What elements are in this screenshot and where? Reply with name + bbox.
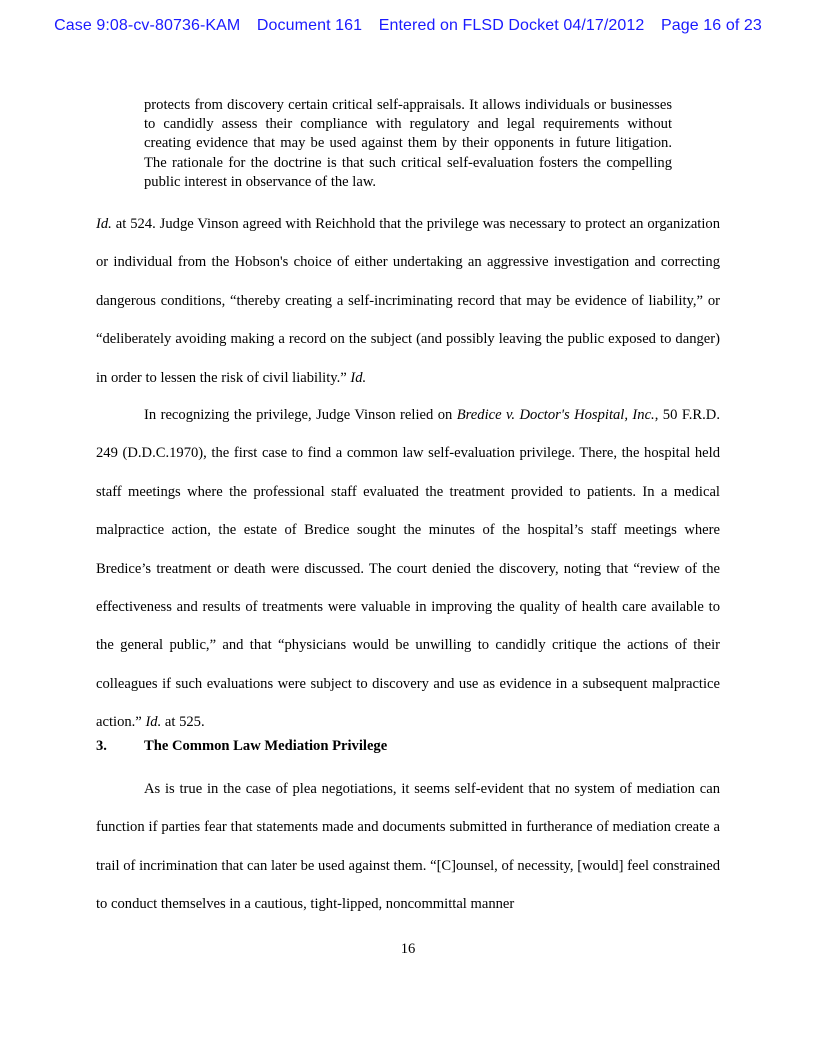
- case-number: Case 9:08-cv-80736-KAM: [54, 17, 241, 34]
- paragraph-1: [96, 205, 720, 397]
- document-number: Document 161: [256, 17, 363, 34]
- paragraph-3: As is true in the case of plea negotiations, it seems self-evident that no system of mediation can function if parties fear that statements made and documents submitted in furtherance of mediation create a trail of incrimination that can later be used against them. “[C]ounsel, of necessity, [would] feel constrained to conduct themselves in a cautious, tight-lipped, noncommittal manner: [96, 781, 720, 913]
- docket-header: [0, 17, 816, 35]
- case-citation: Bredice v. Doctor's Hospital, Inc.: [456, 407, 655, 423]
- section-title: The Common Law Mediation Privilege: [144, 738, 388, 754]
- block-quote: protects from discovery certain critical self-appraisals. It allows individuals or businesses to candidly assess their compliance with regulatory and legal requirements without creating evidence that may be used against them by their opponents in future litigation. The rationale for the doctrine is that such critical self-evaluation fosters the compelling public interest in observance of the law.: [144, 97, 672, 190]
- docket-entry: Entered on FLSD Docket 04/17/2012: [378, 17, 645, 34]
- citation-id: Id.: [96, 216, 112, 232]
- paragraph-1-text: at 524. Judge Vinson agreed with Reichhold that the privilege was necessary to protect an organization or individual from the Hobson's choice of either undertaking an aggressive investigation and correcting dangerous conditions, “thereby creating a self-incriminating record that may be evidence of liability,” or “deliberately avoiding making a record on the subject (and possibly leaving the public exposed to danger) in order to lessen the risk of civil liability.”: [96, 216, 720, 386]
- page-number: 16: [400, 941, 416, 957]
- paragraph-2-text-a: In recognizing the privilege, Judge Vinson relied on: [144, 407, 457, 423]
- citation-id: Id.: [350, 369, 367, 386]
- paragraph-2: [96, 396, 720, 742]
- section-heading: [96, 738, 387, 755]
- paragraph-2-text-c: at 525.: [161, 714, 205, 731]
- citation-id: Id.: [145, 714, 162, 731]
- section-number: 3.: [96, 738, 107, 754]
- page-count: Page 16 of 23: [660, 17, 762, 34]
- paragraph-2-text-b: , 50 F.R.D. 249 (D.D.C.1970), the first case to find a common law self-evaluation privilege. There, the hospital held staff meetings where the professional staff evaluated the treatment provided to patients. In a medical malpractice action, the estate of Bredice sought the minutes of the hospital’s staff meetings where Bredice’s treatment or death were discussed. The court denied the discovery, noting that “review of the effectiveness and results of treatments were valuable in improving the quality of health care available to the general public,” and that “physicians would be unwilling to candidly critique the actions of their colleagues if such evaluations were subject to discovery and use as evidence in a subsequent malpractice action.”: [96, 407, 720, 731]
